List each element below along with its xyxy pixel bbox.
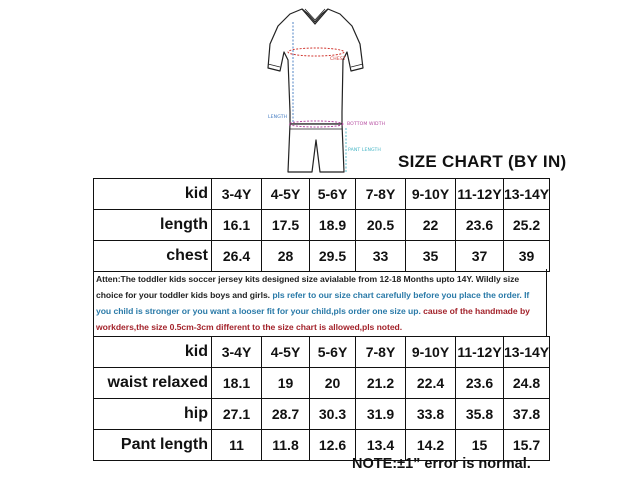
bottom-width-label: BOTTOM WIDTH [347, 122, 386, 127]
table-cell: 31.9 [356, 399, 406, 430]
size-header: 9-10Y [406, 179, 456, 210]
table-cell: 33 [356, 241, 406, 272]
table-row [94, 337, 550, 368]
table-cell: 15.7 [504, 430, 550, 461]
table-cell: 20.5 [356, 210, 406, 241]
notice-text [93, 269, 547, 336]
table-cell: 23.6 [456, 210, 504, 241]
shorts-outline [288, 124, 344, 172]
size-header: 13-14Y [504, 337, 550, 368]
table-cell: 12.6 [310, 430, 356, 461]
soccer-kit-illustration [250, 0, 386, 178]
row-label: hip [94, 399, 212, 430]
soccer-kit-icon [250, 0, 386, 178]
header-label: kid [94, 337, 212, 368]
table-cell: 11.8 [262, 430, 310, 461]
table-row [94, 399, 550, 430]
table-cell: 28.7 [262, 399, 310, 430]
table-cell: 15 [456, 430, 504, 461]
size-header: 7-8Y [356, 337, 406, 368]
table-cell: 37 [456, 241, 504, 272]
size-header: 11-12Y [456, 337, 504, 368]
table-cell: 35 [406, 241, 456, 272]
table-cell: 18.9 [310, 210, 356, 241]
bottom-size-table [93, 336, 550, 461]
pant-length-label: PANT LENGTH [348, 148, 381, 153]
table-row [94, 179, 550, 210]
table-cell: 20 [310, 368, 356, 399]
table-cell: 37.8 [504, 399, 550, 430]
table-cell: 28 [262, 241, 310, 272]
table-cell: 29.5 [310, 241, 356, 272]
table-cell: 13.4 [356, 430, 406, 461]
table-cell: 23.6 [456, 368, 504, 399]
table-cell: 14.2 [406, 430, 456, 461]
size-header: 5-6Y [310, 337, 356, 368]
row-label: chest [94, 241, 212, 272]
table-row [94, 241, 550, 272]
length-label: LENGTH [268, 115, 288, 120]
size-header: 4-5Y [262, 337, 310, 368]
table-cell: 22.4 [406, 368, 456, 399]
row-label: Pant length [94, 430, 212, 461]
notice-part-2: pls refer to our size chart carefully before you place the order. If you child is stronger or you want a looser fit for your child,pls order one size up. [96, 290, 530, 316]
chest-label: CHEST [330, 57, 346, 62]
jersey-outline [268, 9, 363, 124]
size-header: 7-8Y [356, 179, 406, 210]
row-label: length [94, 210, 212, 241]
table-cell: 35.8 [456, 399, 504, 430]
top-size-table [93, 178, 550, 272]
size-chart-title: SIZE CHART (BY IN) [398, 152, 567, 171]
table-cell: 24.8 [504, 368, 550, 399]
table-cell: 39 [504, 241, 550, 272]
size-header: 3-4Y [212, 179, 262, 210]
table-cell: 25.2 [504, 210, 550, 241]
table-cell: 16.1 [212, 210, 262, 241]
size-header: 13-14Y [504, 179, 550, 210]
table-cell: 27.1 [212, 399, 262, 430]
table-cell: 30.3 [310, 399, 356, 430]
table-cell: 22 [406, 210, 456, 241]
error-note: NOTE:±1” error is normal. [352, 456, 531, 472]
notice-part-3: cause of the handmade by workders,the size 0.5cm-3cm different to the size chart is allowed,pls noted. [96, 306, 530, 332]
table-cell: 11 [212, 430, 262, 461]
row-label: waist relaxed [94, 368, 212, 399]
table-cell: 33.8 [406, 399, 456, 430]
notice-part-1: Atten:The toddler kids soccer jersey kits designed size avialable from 12-18 Months upto 14Y. Wildly size choice for your toddler kids boys and girls. [96, 274, 520, 300]
size-header: 11-12Y [456, 179, 504, 210]
table-cell: 17.5 [262, 210, 310, 241]
table-cell: 26.4 [212, 241, 262, 272]
header-label: kid [94, 179, 212, 210]
table-cell: 19 [262, 368, 310, 399]
size-header: 4-5Y [262, 179, 310, 210]
size-header: 9-10Y [406, 337, 456, 368]
size-header: 3-4Y [212, 337, 262, 368]
table-cell: 21.2 [356, 368, 406, 399]
table-row [94, 368, 550, 399]
table-cell: 18.1 [212, 368, 262, 399]
table-row [94, 210, 550, 241]
size-header: 5-6Y [310, 179, 356, 210]
